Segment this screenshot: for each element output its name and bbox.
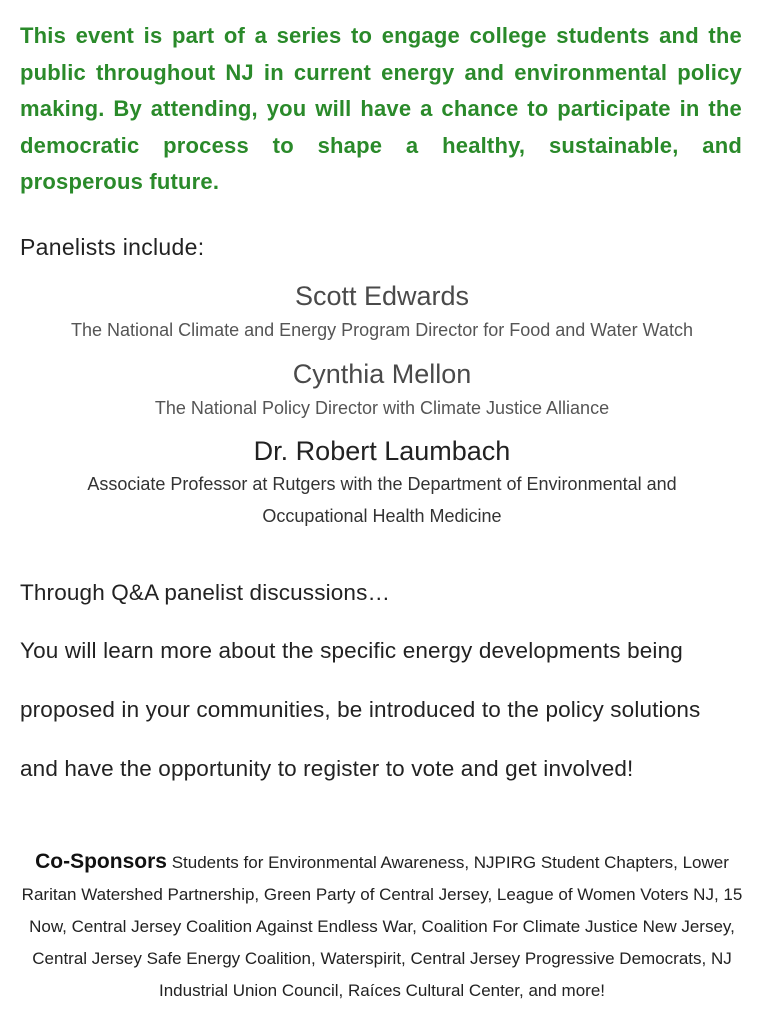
- panelist-role-line-2: Occupational Health Medicine: [262, 506, 502, 526]
- panelist-role-line-1: Associate Professor at Rutgers with the Department of Environmental and: [87, 474, 677, 494]
- panelist-name: Cynthia Mellon: [292, 359, 472, 389]
- panelist-name: Dr. Robert Laumbach: [253, 436, 511, 466]
- panelist-scott-edwards: [0, 279, 764, 347]
- panelist-robert-laumbach: [0, 434, 764, 532]
- panelist-name: Scott Edwards: [294, 281, 470, 311]
- event-description: This event is part of a series to engage college students and the public throughout NJ in current energy and environmental policy making. By attending, you will have a chance to participate in the democratic process to shape a healthy, sustainable, and prosperous future.: [20, 23, 742, 194]
- qa-line-3: and have the opportunity to register to vote and get involved!: [20, 756, 634, 781]
- panelist-role: The National Climate and Energy Program Director for Food and Water Watch: [71, 320, 693, 340]
- cosponsors-list: Students for Environmental Awareness, NJPIRG Student Chapters, Lower Raritan Watershed Partnership, Green Party of Central Jersey, League of Women Voters NJ, 15 Now, Central Jersey Coalition Against Endless War, Coalition For Climate Justice New Jersey, Central Jersey Safe Energy Coalition, Waterspirit, Central Jersey Progressive Democrats, NJ Industrial Union Council, Raíces Cultural Center, and more!: [21, 853, 743, 1000]
- panelist-cynthia-mellon: [0, 357, 764, 425]
- qa-line-2: proposed in your communities, be introduced to the policy solutions: [20, 697, 701, 722]
- panelist-role: The National Policy Director with Climate Justice Alliance: [154, 398, 610, 418]
- qa-intro: Through Q&A panelist discussions…: [20, 580, 391, 605]
- panelists-heading: Panelists include:: [20, 234, 205, 260]
- qa-line-1: You will learn more about the specific energy developments being: [20, 638, 683, 663]
- cosponsors-label: Co-Sponsors: [35, 850, 167, 873]
- cosponsors-block: [18, 846, 746, 1007]
